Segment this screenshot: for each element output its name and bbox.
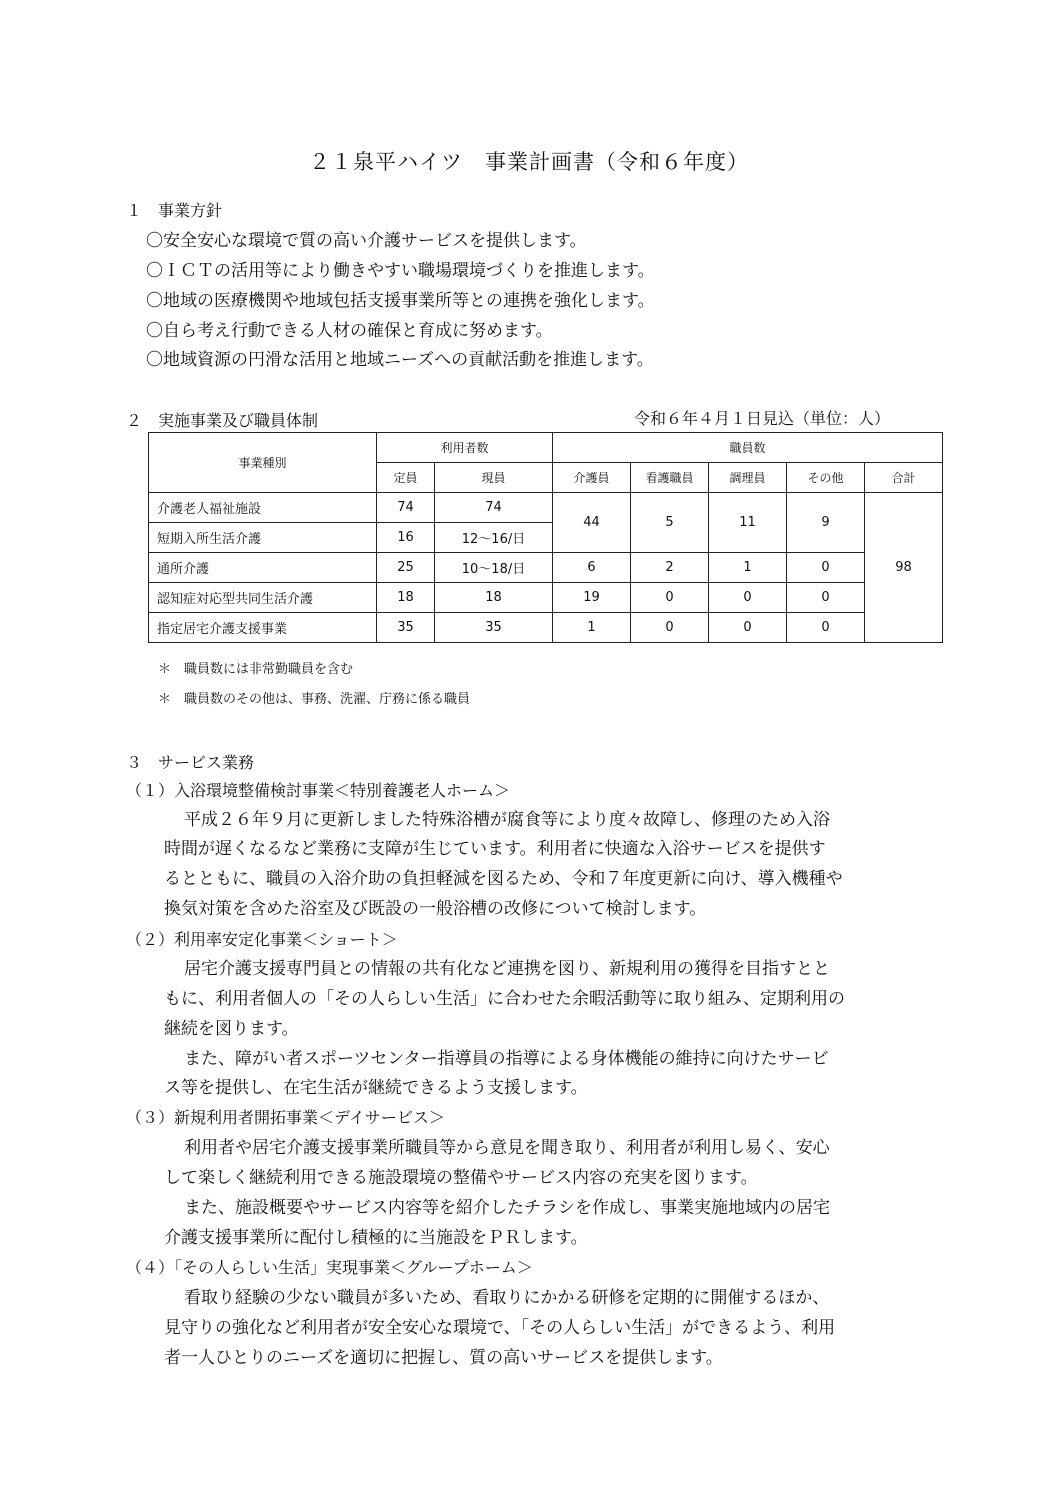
group-users: 利用者数 [377,433,553,463]
other-cell: 0 [787,583,865,613]
subsection-heading: （４）「その人らしい生活」実現事業＜グループホーム＞ [126,1258,533,1277]
body-line: 看取り経験の少ない職員が多いため、看取りにかかる研修を定期的に開催するほか、 [184,1288,830,1308]
body-line: もに、利用者個人の「その人らしい生活」に合わせた余暇活動等に取り組み、定期利用の [164,989,846,1009]
table-row [149,583,943,613]
caregiver-cell: 6 [553,553,631,583]
policy-item: 〇自ら考え行動できる人材の確保と育成に努めます。 [146,321,553,341]
total-cell: 98 [865,493,943,643]
col-nurse: 看護職員 [631,463,709,493]
body-line: るとともに、職員の入浴介助の負担軽減を図るため、令和７年度更新に向け、導入機種や [164,869,843,889]
table-note: ＊ 職員数には非常勤職員を含む [158,662,354,677]
current-cell: 74 [435,493,553,523]
other-cell: 0 [787,553,865,583]
capacity-cell: 18 [377,583,435,613]
current-cell: 12～16/日 [435,523,553,553]
capacity-cell: 74 [377,493,435,523]
body-line: して楽しく継続利用できる施設環境の整備やサービス内容の充実を図ります。 [164,1168,758,1188]
policy-item: 〇ＩＣＴの活用等により働きやすい職場環境づくりを推進します。 [146,261,655,281]
table-row [149,493,943,523]
section1-heading: １ 事業方針 [126,201,223,220]
body-line: 時間が遅くなるなど業務に支障が生じています。利用者に快適な入浴サービスを提供す [164,839,826,859]
staff-table [148,432,943,643]
row-name: 短期入所生活介護 [149,523,377,553]
nurse-cell: 5 [631,493,709,553]
row-name: 通所介護 [149,553,377,583]
table-row [149,553,943,583]
body-line: 居宅介護支援専門員との情報の共有化など連携を図り、新規利用の獲得を目指すとと [184,959,830,979]
caregiver-cell: 1 [553,613,631,643]
col-caregiver: 介護員 [553,463,631,493]
col-total: 合計 [865,463,943,493]
col-other: その他 [787,463,865,493]
table-note: ＊ 職員数のその他は、事務、洗濯、庁務に係る職員 [158,692,471,707]
table-row [149,613,943,643]
body-line: ス等を提供し、在宅生活が継続できるよう支援します。 [164,1078,588,1098]
row-name: 介護老人福祉施設 [149,493,377,523]
subsection-heading: （３）新規利用者開拓事業＜デイサービス＞ [126,1108,445,1127]
nurse-cell: 2 [631,553,709,583]
current-cell: 10～18/日 [435,553,553,583]
caregiver-cell: 19 [553,583,631,613]
cook-cell: 0 [709,583,787,613]
body-line: また、障がい者スポーツセンター指導員の指導による身体機能の維持に向けたサービ [184,1049,829,1069]
other-cell: 9 [787,493,865,553]
row-name: 指定居宅介護支援事業 [149,613,377,643]
policy-item: 〇安全安心な環境で質の高い介護サービスを提供します。 [146,231,587,251]
cook-cell: 1 [709,553,787,583]
col-business: 事業種別 [149,433,377,493]
nurse-cell: 0 [631,583,709,613]
document-title: ２１泉平ハイツ 事業計画書（令和６年度） [309,150,749,174]
cook-cell: 11 [709,493,787,553]
cook-cell: 0 [709,613,787,643]
col-capacity: 定員 [377,463,435,493]
group-staff: 職員数 [553,433,943,463]
section3-heading: ３ サービス業務 [126,753,255,772]
body-line: 見守りの強化など利用者が安全安心な環境で、「その人らしい生活」ができるよう、利用 [164,1318,836,1338]
capacity-cell: 25 [377,553,435,583]
policy-item: 〇地域の医療機関や地域包括支援事業所等との連携を強化します。 [146,291,655,311]
row-name: 認知症対応型共同生活介護 [149,583,377,613]
body-line: 者一人ひとりのニーズを適切に把握し、質の高いサービスを提供します。 [164,1348,723,1368]
col-cook: 調理員 [709,463,787,493]
current-cell: 18 [435,583,553,613]
as-of-date: 令和６年４月１日見込（単位：人） [634,409,891,428]
other-cell: 0 [787,613,865,643]
table-header-row [149,433,943,463]
body-line: 介護支援事業所に配付し積極的に当施設をＰＲします。 [164,1228,588,1248]
body-line: 平成２６年９月に更新しました特殊浴槽が腐食等により度々故障し、修理のため入浴 [184,810,830,830]
body-line: また、施設概要やサービス内容等を紹介したチラシを作成し、事業実施地域内の居宅 [184,1198,830,1218]
nurse-cell: 0 [631,613,709,643]
current-cell: 35 [435,613,553,643]
capacity-cell: 16 [377,523,435,553]
col-current: 現員 [435,463,553,493]
body-line: 利用者や居宅介護支援事業所職員等から意見を聞き取り、利用者が利用し易く、安心 [184,1138,830,1158]
subsection-heading: （１）入浴環境整備検討事業＜特別養護老人ホーム＞ [126,781,511,800]
caregiver-cell: 44 [553,493,631,553]
policy-item: 〇地域資源の円滑な活用と地域ニーズへの貢献活動を推進します。 [146,350,654,370]
capacity-cell: 35 [377,613,435,643]
subsection-heading: （２）利用率安定化事業＜ショート＞ [126,930,398,949]
body-line: 換気対策を含めた浴室及び既設の一般浴槽の改修について検討します。 [164,899,707,919]
section2-heading: ２ 実施事業及び職員体制 [126,411,319,430]
body-line: 継続を図ります。 [164,1019,299,1039]
